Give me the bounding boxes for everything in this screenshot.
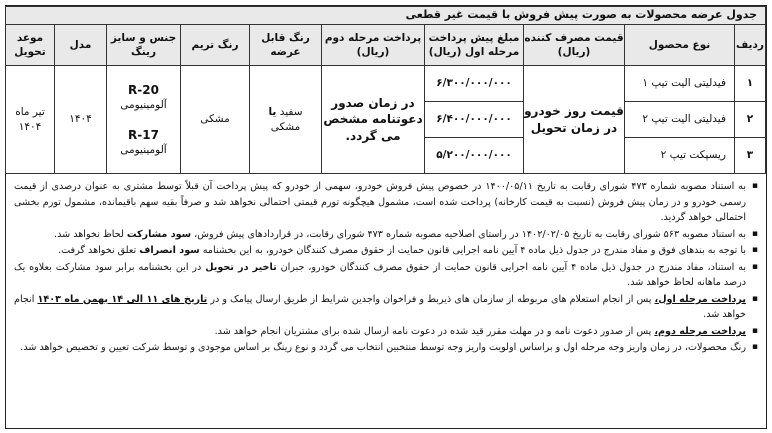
note-item: [14, 227, 758, 243]
color-black: مشکی: [270, 120, 301, 133]
color-white: سفید: [279, 106, 303, 119]
note-5-text: پس از انجام استعلام های مربوطه از سازمان های ذیربط و فراخوان واجدین شرایط از طریق ارسال پیامک و در: [210, 293, 652, 305]
table-row: [5, 66, 765, 102]
header-product-type: نوع محصول: [625, 25, 735, 66]
first-payment-amount: ۶/۴۰۰/۰۰۰/۰۰۰: [425, 102, 524, 138]
notes-section: [6, 174, 766, 356]
note-5-end: انجام خواهد شد.: [14, 293, 746, 321]
note-7-text: رنگ محصولات، در زمان واریز وجه مرحله اول و براساس اولویت واریز وجه توسط منتخبین انتخاب می گردد و نوع رینگ بر اساس موجودی و توسط شرکت تعیین و تخصیص خواهد شد.: [20, 342, 746, 354]
color-cell: [250, 66, 322, 174]
row-number: ۱: [735, 66, 766, 102]
header-delivery: موعد تحویل: [5, 25, 54, 66]
note-5-dates: تاریخ های ۱۱ الی ۱۴ بهمن ماه ۱۴۰۳: [37, 293, 208, 305]
row-number: ۲: [735, 102, 766, 138]
products-table: [5, 6, 766, 174]
note-6-heading: پرداخت مرحله دوم،: [654, 325, 746, 337]
model-cell: ۱۴۰۴: [55, 66, 107, 174]
second-payment-cell: در زمان صدور دعوتنامه مشخص می گردد.: [322, 66, 425, 174]
note-4-bold: تاخیر در تحویل: [205, 261, 277, 273]
rim-material-1: آلومینیومی: [120, 99, 167, 112]
note-item: [14, 260, 758, 291]
note-item: [14, 340, 758, 356]
rim-size-2: R-17: [128, 127, 159, 142]
note-3-text: با توجه به بندهای فوق و مفاد مندرج در جدول ذیل ماده ۴ آیین نامه اجرایی قانون حمایت از حقوق مصرف کنندگان خودرو، به این بخشنامه: [202, 245, 746, 257]
product-name: فیدلیتی الیت تیپ ۱: [625, 66, 735, 102]
note-5-heading: پرداخت مرحله اول،: [654, 293, 746, 305]
delivery-cell: تیر ماه ۱۴۰۴: [5, 66, 54, 174]
header-first-payment: مبلغ پیش پرداخت مرحله اول (ریال): [425, 25, 524, 66]
note-6-text: پس از صدور دعوت نامه و در مهلت مقرر قید شده در دعوت نامه ارسال شده برای مشتریان انجام خواهد شد.: [214, 325, 652, 337]
trim-color-cell: مشکی: [181, 66, 250, 174]
note-2-end: لحاظ نخواهد شد.: [54, 228, 124, 240]
header-row-no: ردیف: [735, 25, 766, 66]
header-rim: جنس و سایز رینگ: [107, 25, 181, 66]
note-2-bold: سود مشارکت: [126, 228, 192, 240]
note-3-end: تعلق نخواهد گرفت.: [58, 245, 137, 257]
header-second-payment: پرداخت مرحله دوم (ریال): [322, 25, 425, 66]
note-item: [14, 292, 758, 323]
color-or: یا: [268, 106, 277, 119]
note-1-text: به استناد مصوبه شماره ۴۷۳ شورای رقابت به تاریخ ۱۴۰۰/۰۵/۱۱ در خصوص پیش فروش خودرو، سهمی از خودرو که پیش پرداخت آن قبلاً توسط مشتری به عنوان درصدی از قیمت رسمی خودرو و در زمان پیش فروش (نسبت به قیمت کارخانه) پرداخت شده است، مشمول هیچگونه تورم قیمتی احتمالی نخواهد شد و صرفاً بقیه سهم باقیمانده، مشمول تورم بخشی احتمالی خواهد گردید.: [14, 181, 746, 224]
note-item: [14, 324, 758, 340]
sales-document: [5, 5, 767, 429]
header-consumer-price: قیمت مصرف کننده (ریال): [524, 25, 625, 66]
rim-cell: [107, 66, 181, 174]
header-model: مدل: [55, 25, 107, 66]
product-name: فیدلیتی الیت تیپ ۲: [625, 102, 735, 138]
note-4-text: به استناد، مفاد مندرج در جدول ذیل ماده ۴ آیین نامه اجرایی قانون حمایت از حقوق مصرف کنندگان خودرو، جبران: [280, 261, 747, 273]
table-title: جدول عرضه محصولات به صورت پیش فروش با قیمت غیر قطعی: [5, 7, 765, 25]
consumer-price-cell: قیمت روز خودرو در زمان تحویل: [524, 66, 625, 174]
header-trim-color: رنگ تریم: [181, 25, 250, 66]
note-item: [14, 243, 758, 259]
note-4-end: در این بخشنامه برابر سود مشارکت بعلاوه یک درصد ماهانه لحاظ خواهد شد.: [14, 261, 746, 289]
header-color: رنگ قابل عرضه: [250, 25, 322, 66]
rim-size-1: R-20: [128, 83, 159, 98]
rim-material-2: آلومینیومی: [120, 143, 167, 156]
note-2-text: به استناد مصوبه ۵۶۳ شورای رقابت به تاریخ ۱۴۰۲/۰۲/۰۵ در راستای اصلاحیه مصوبه شماره ۴۷۳ شورای رقابت، در قراردادهای پیش فروش،: [194, 228, 746, 240]
first-payment-amount: ۵/۲۰۰/۰۰۰/۰۰۰: [425, 138, 524, 174]
first-payment-amount: ۶/۳۰۰/۰۰۰/۰۰۰: [425, 66, 524, 102]
row-number: ۳: [735, 138, 766, 174]
product-name: ریسپکت تیپ ۲: [625, 138, 735, 174]
note-item: [14, 179, 758, 226]
note-3-bold: سود انصراف: [139, 245, 200, 257]
